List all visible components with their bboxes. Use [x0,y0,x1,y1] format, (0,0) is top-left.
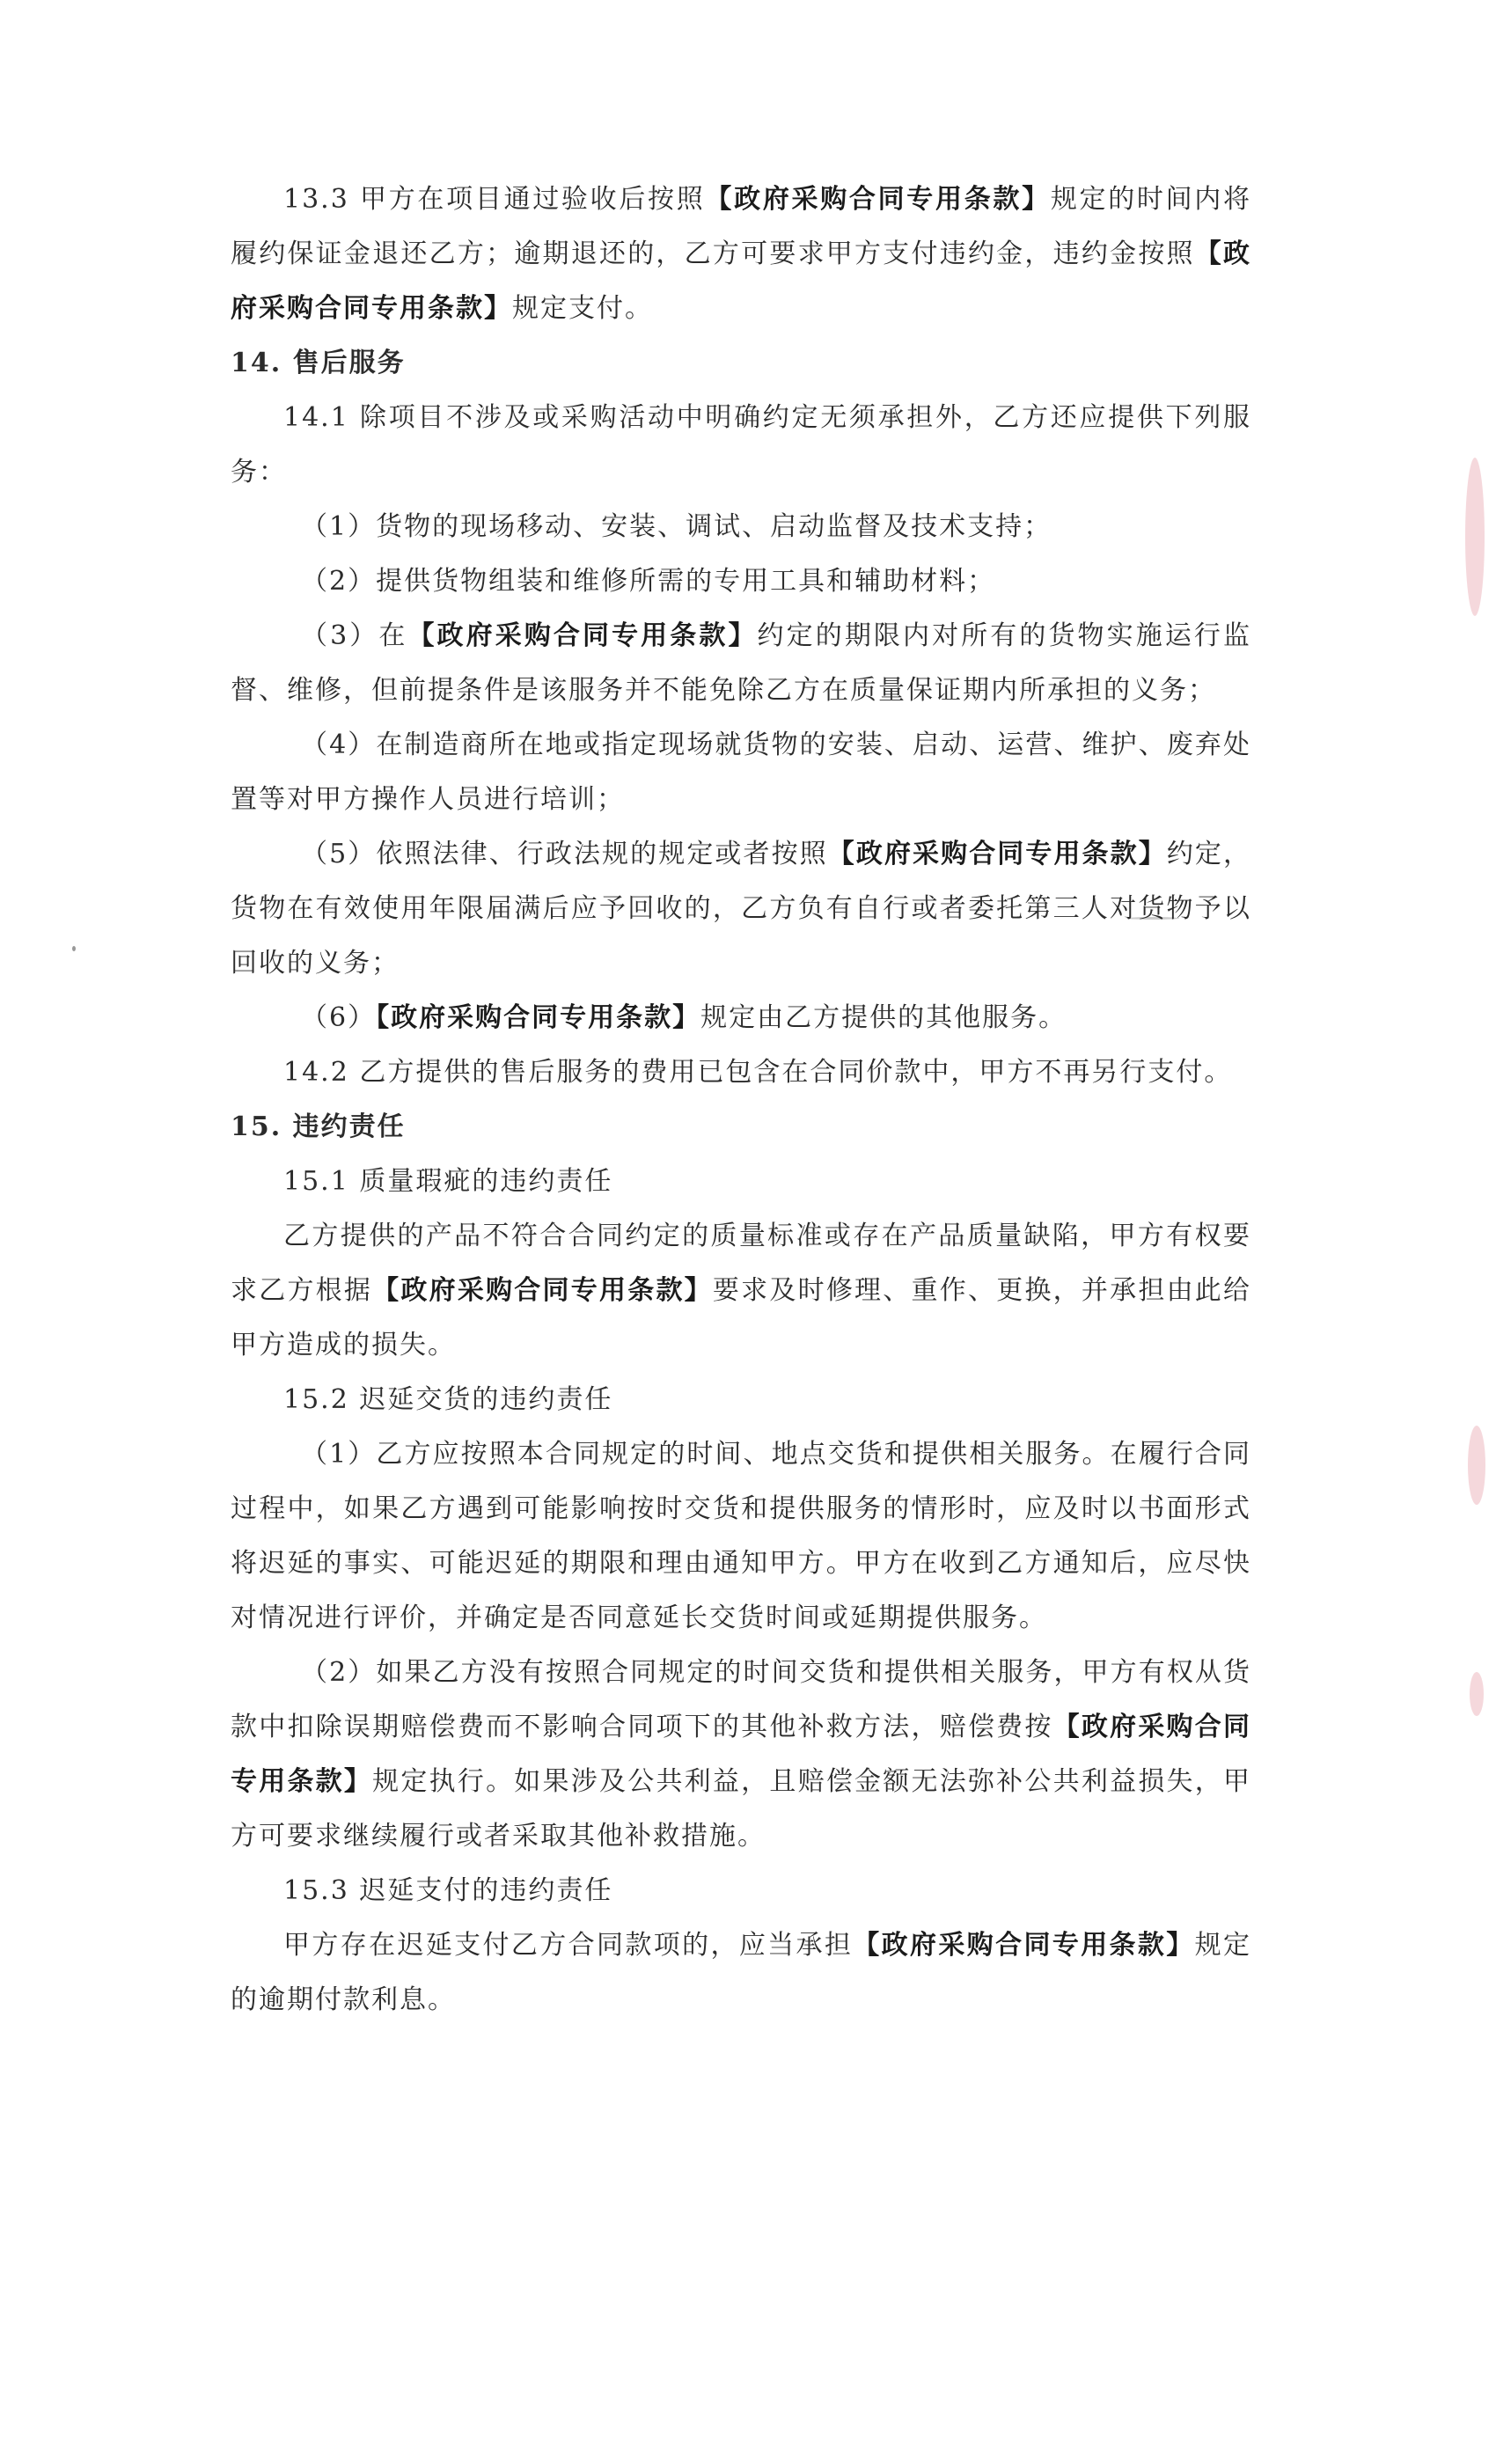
special-terms-ref: 【政府采购合同专用条款】 [705,184,1051,215]
text: （2）如果乙方没有按照合同规定的时间交货和提供相关服务，甲方有权从货款中扣除误期赔偿费而不影响合同项下的其他补救方法，赔偿费按 [231,1657,1251,1742]
clause-15-1-body [231,1209,1251,1373]
text: 规定支付。 [512,293,653,324]
clause-15-1-title: 15.1 质量瑕疵的违约责任 [283,1166,613,1197]
document-body [231,172,1251,2028]
text: 甲方存在迟延支付乙方合同款项的，应当承担 [283,1930,854,1961]
clause-14-1-item-3 [231,609,1251,718]
text: 规定由乙方提供的其他服务。 [700,1002,1067,1033]
special-terms-ref: 【政府采购合同专用条款】 [407,620,758,651]
text: 规定的时间内将履约保证金退还乙方；逾期退还的，乙方可要求甲方支付违约金，违约金按照 [231,184,1252,269]
section-14-heading: 14. 售后服务 [231,348,406,378]
clause-14-1-item-2: （2）提供货物组装和维修所需的专用工具和辅助材料； [301,566,996,597]
clause-15-3-body [231,1918,1251,2028]
text: 约定，货物在有效使用年限届满后应予回收的，乙方负有自行或者委托第三人对货物予以回收的义务； [231,839,1252,979]
clause-15-2-title: 15.2 迟延交货的违约责任 [283,1384,613,1415]
text: （3）在 [301,620,408,651]
text: 乙方提供的产品不符合合同约定的质量标准或存在产品质量缺陷，甲方有权要求乙方根据 [231,1221,1251,1306]
clause-14-1-item-6 [231,991,1251,1045]
special-terms-ref: 【政府采购合同专用条款】 [231,238,1252,324]
clause-15-2-item-2 [231,1646,1251,1864]
text: 规定的逾期付款利息。 [231,1930,1252,2015]
edge-stamp-mark [1470,1672,1484,1716]
clause-14-1-item-4: （4）在制造商所在地或指定现场就货物的安装、启动、运营、维护、废弃处置等对甲方操作人员进行培训； [231,730,1251,815]
clause-15-2-item-1: （1）乙方应按照本合同规定的时间、地点交货和提供相关服务。在履行合同过程中，如果乙方遇到可能影响按时交货和提供服务的情形时，应及时以书面形式将迟延的事实、可能迟延的期限和理由通知甲方。甲方在收到乙方通知后，应尽快对情况进行评价，并确定是否同意延长交货时间或延期提供服务。 [231,1439,1251,1633]
text: （6） [301,1002,377,1033]
text: 要求及时修理、重作、更换，并承担由此给甲方造成的损失。 [231,1275,1252,1360]
edge-stamp-mark [1468,1426,1485,1505]
text: 约定的期限内对所有的货物实施运行监督、维修，但前提条件是该服务并不能免除乙方在质量保证期内所承担的义务； [231,620,1251,706]
special-terms-ref: 【政府采购合同专用条款】 [853,1930,1195,1961]
text: （5）依照法律、行政法规的规定或者按照 [301,839,828,869]
text: 13.3 甲方在项目通过验收后按照 [283,184,706,215]
clause-13-3 [231,172,1251,336]
edge-stamp-mark [1465,458,1485,616]
section-15-heading: 15. 违约责任 [231,1111,406,1142]
special-terms-ref: 【政府采购合同专用条款】 [376,1002,701,1033]
special-terms-ref: 【政府采购合同专用条款】 [372,1275,713,1306]
scan-speck [72,946,76,951]
special-terms-ref: 【政府采购合同专用条款】 [231,1712,1252,1797]
special-terms-ref: 【政府采购合同专用条款】 [827,839,1167,869]
clause-15-3-title: 15.3 迟延支付的违约责任 [283,1875,613,1906]
clause-14-1-item-5 [231,827,1251,991]
clause-14-1-item-1: （1）货物的现场移动、安装、调试、启动监督及技术支持； [301,511,1052,542]
clause-14-2: 14.2 乙方提供的售后服务的费用已包含在合同价款中，甲方不再另行支付。 [283,1057,1233,1088]
text: 规定执行。如果涉及公共利益，且赔偿金额无法弥补公共利益损失，甲方可要求继续履行或者采取其他补救措施。 [231,1766,1252,1852]
clause-14-1: 14.1 除项目不涉及或采购活动中明确约定无须承担外，乙方还应提供下列服务： [231,402,1251,488]
